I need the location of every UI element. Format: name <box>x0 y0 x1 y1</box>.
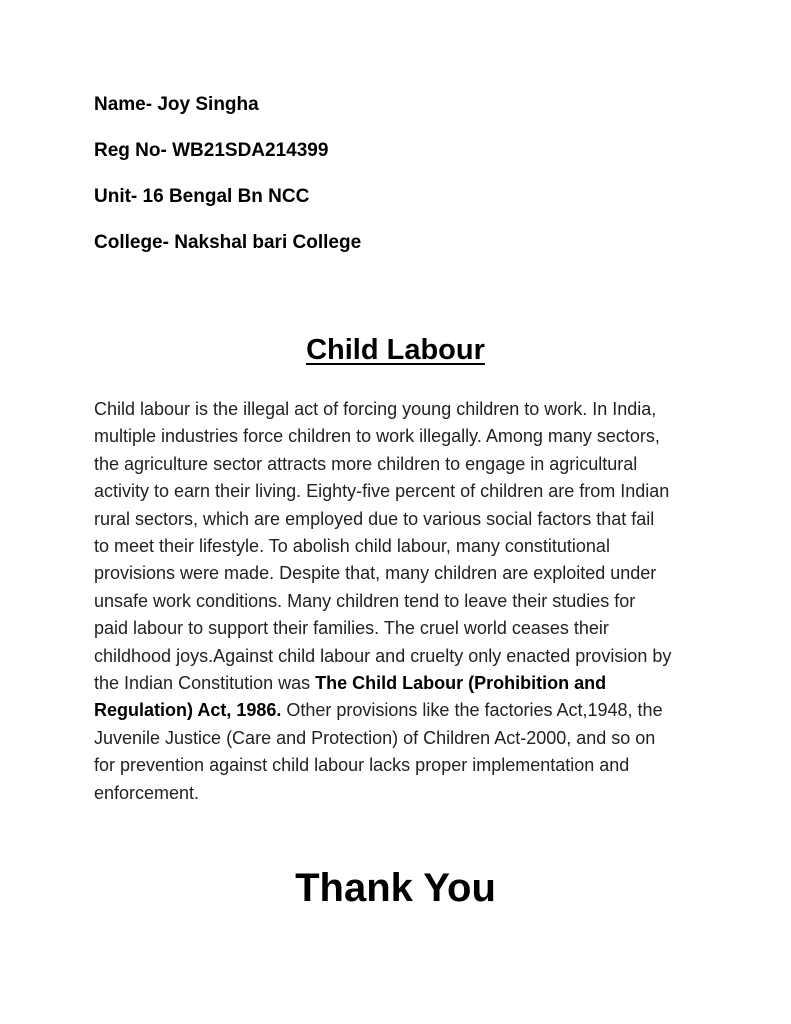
essay-title <box>0 332 791 368</box>
essay-body-act-name: The Child Labour (Prohibition and Regulation) Act, 1986. <box>94 673 607 721</box>
closing-thank-you: Thank You <box>295 866 496 910</box>
student-name: Name- Joy Singha <box>94 94 259 115</box>
college-name: College- Nakshal bari College <box>94 232 362 253</box>
unit-name: Unit- 16 Bengal Bn NCC <box>94 186 310 207</box>
student-info <box>94 94 361 254</box>
registration-number: Reg No- WB21SDA214399 <box>94 140 329 161</box>
essay-body <box>94 396 674 807</box>
essay-body-part1: Child labour is the illegal act of forcing young children to work. In India, multiple industries force children to work illegally. Among many sectors, the agriculture sector attracts more children to engage in agricultural activity to earn their living. Eighty-five percent of children are from Indian rural sectors, which are employed due to various social factors that fail to meet their lifestyle. To abolish child labour, many constitutional provisions were made. Despite that, many children are exploited under unsafe work conditions. Many children tend to leave their studies for paid labour to support their families. The cruel world ceases their childhood joys.Against child labour and cruelty only enacted provision by the Indian Constitution was <box>94 399 672 694</box>
essay-title-text: Child Labour <box>306 334 485 366</box>
essay-body-part2: Other provisions like the factories Act,1948, the Juvenile Justice (Care and Protection) of Children Act-2000, and so on for prevention against child labour lacks proper implementation and enforcement. <box>94 700 663 803</box>
